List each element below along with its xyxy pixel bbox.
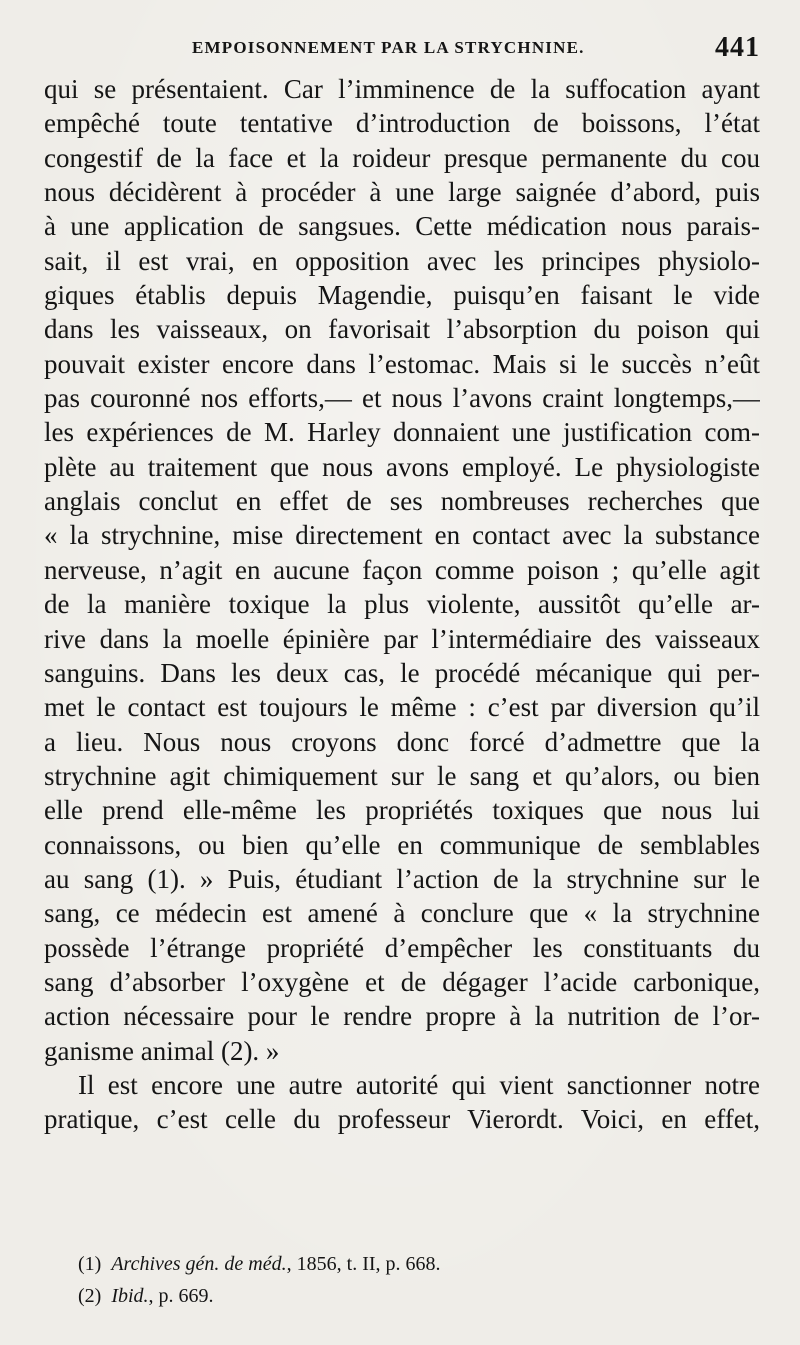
text-line: action nécessaire pour le rendre propre à la nutrition de l’or- [44,1001,760,1032]
text-line: au sang (1). » Puis, étudiant l’action de la strychnine sur le [44,863,760,894]
text-line: sang, ce médecin est amené à conclure que « la strychnine [44,898,760,929]
text-line: sanguins. Dans les deux cas, le procédé mécanique qui per- [44,657,760,688]
paragraph-end-line: ganisme animal (2). » [44,1035,280,1066]
text-line: congestif de la face et la roideur presque permanente du cou [44,142,760,173]
text-line: pratique, c’est celle du professeur Vierordt. Voici, en effet, [44,1104,760,1135]
footnotes [78,1248,758,1312]
footnote-reference: , p. 669. [148,1285,214,1307]
text-line: anglais conclut en effet de ses nombreuses recherches que [44,486,760,517]
footnote-1 [78,1248,758,1280]
text-line: giques établis depuis Magendie, puisqu’en faisant le vide [44,280,760,311]
text-line: plète au traitement que nous avons employé. Le physiologiste [44,451,760,482]
footnote-reference: , 1856, t. II, p. 668. [286,1253,441,1275]
page-number: 441 [715,32,760,63]
text-line: empêché toute tentative d’introduction de boissons, l’état [44,108,760,139]
text-line: rive dans la moelle épinière par l’intermédiaire des vaisseaux [44,623,760,654]
text-line: sang d’absorber l’oxygène et de dégager l’acide carbonique, [44,966,760,997]
text-line: connaissons, ou bien qu’elle en communique de semblables [44,829,760,860]
text-line: nous décidèrent à procéder à une large saignée d’abord, puis [44,177,760,208]
text-line: pas couronné nos efforts,— et nous l’avons craint longtemps,— [44,383,760,414]
text-line: a lieu. Nous nous croyons donc forcé d’admettre que la [44,726,760,757]
text-line: nerveuse, n’agit en aucune façon comme poison ; qu’elle agit [44,554,760,585]
text-line: de la manière toxique la plus violente, aussitôt qu’elle ar- [44,589,760,620]
text-line: à une application de sangsues. Cette médication nous parais- [44,211,760,242]
footnote-number: (2) [78,1285,102,1307]
text-line: strychnine agit chimiquement sur le sang et qu’alors, ou bien [44,760,760,791]
paragraph-start-line: Il est encore une autre autorité qui vient sanctionner notre [78,1069,760,1100]
footnote-source-title: Ibid. [111,1285,149,1307]
text-line: met le contact est toujours le même : c’est par diversion qu’il [44,692,760,723]
running-title: EMPOISONNEMENT PAR LA STRYCHNINE. [192,38,585,57]
text-line: possède l’étrange propriété d’empêcher les constituants du [44,932,760,963]
text-line: qui se présentaient. Car l’imminence de la suffocation ayant [44,74,760,104]
text-line: les expériences de M. Harley donnaient une justification com- [44,417,760,448]
body-text [44,72,760,1137]
footnote-source-title: Archives gén. de méd. [111,1253,287,1275]
page-header [44,32,760,68]
text-line: elle prend elle-même les propriétés toxiques que nous lui [44,795,760,826]
footnote-2 [78,1280,758,1312]
text-line: « la strychnine, mise directement en contact avec la substance [44,520,760,551]
footnote-number: (1) [78,1253,102,1275]
text-line: sait, il est vrai, en opposition avec les principes physiolo- [44,245,760,276]
text-line: dans les vaisseaux, on favorisait l’absorption du poison qui [44,314,760,345]
text-line: pouvait exister encore dans l’estomac. Mais si le succès n’eût [44,348,760,379]
